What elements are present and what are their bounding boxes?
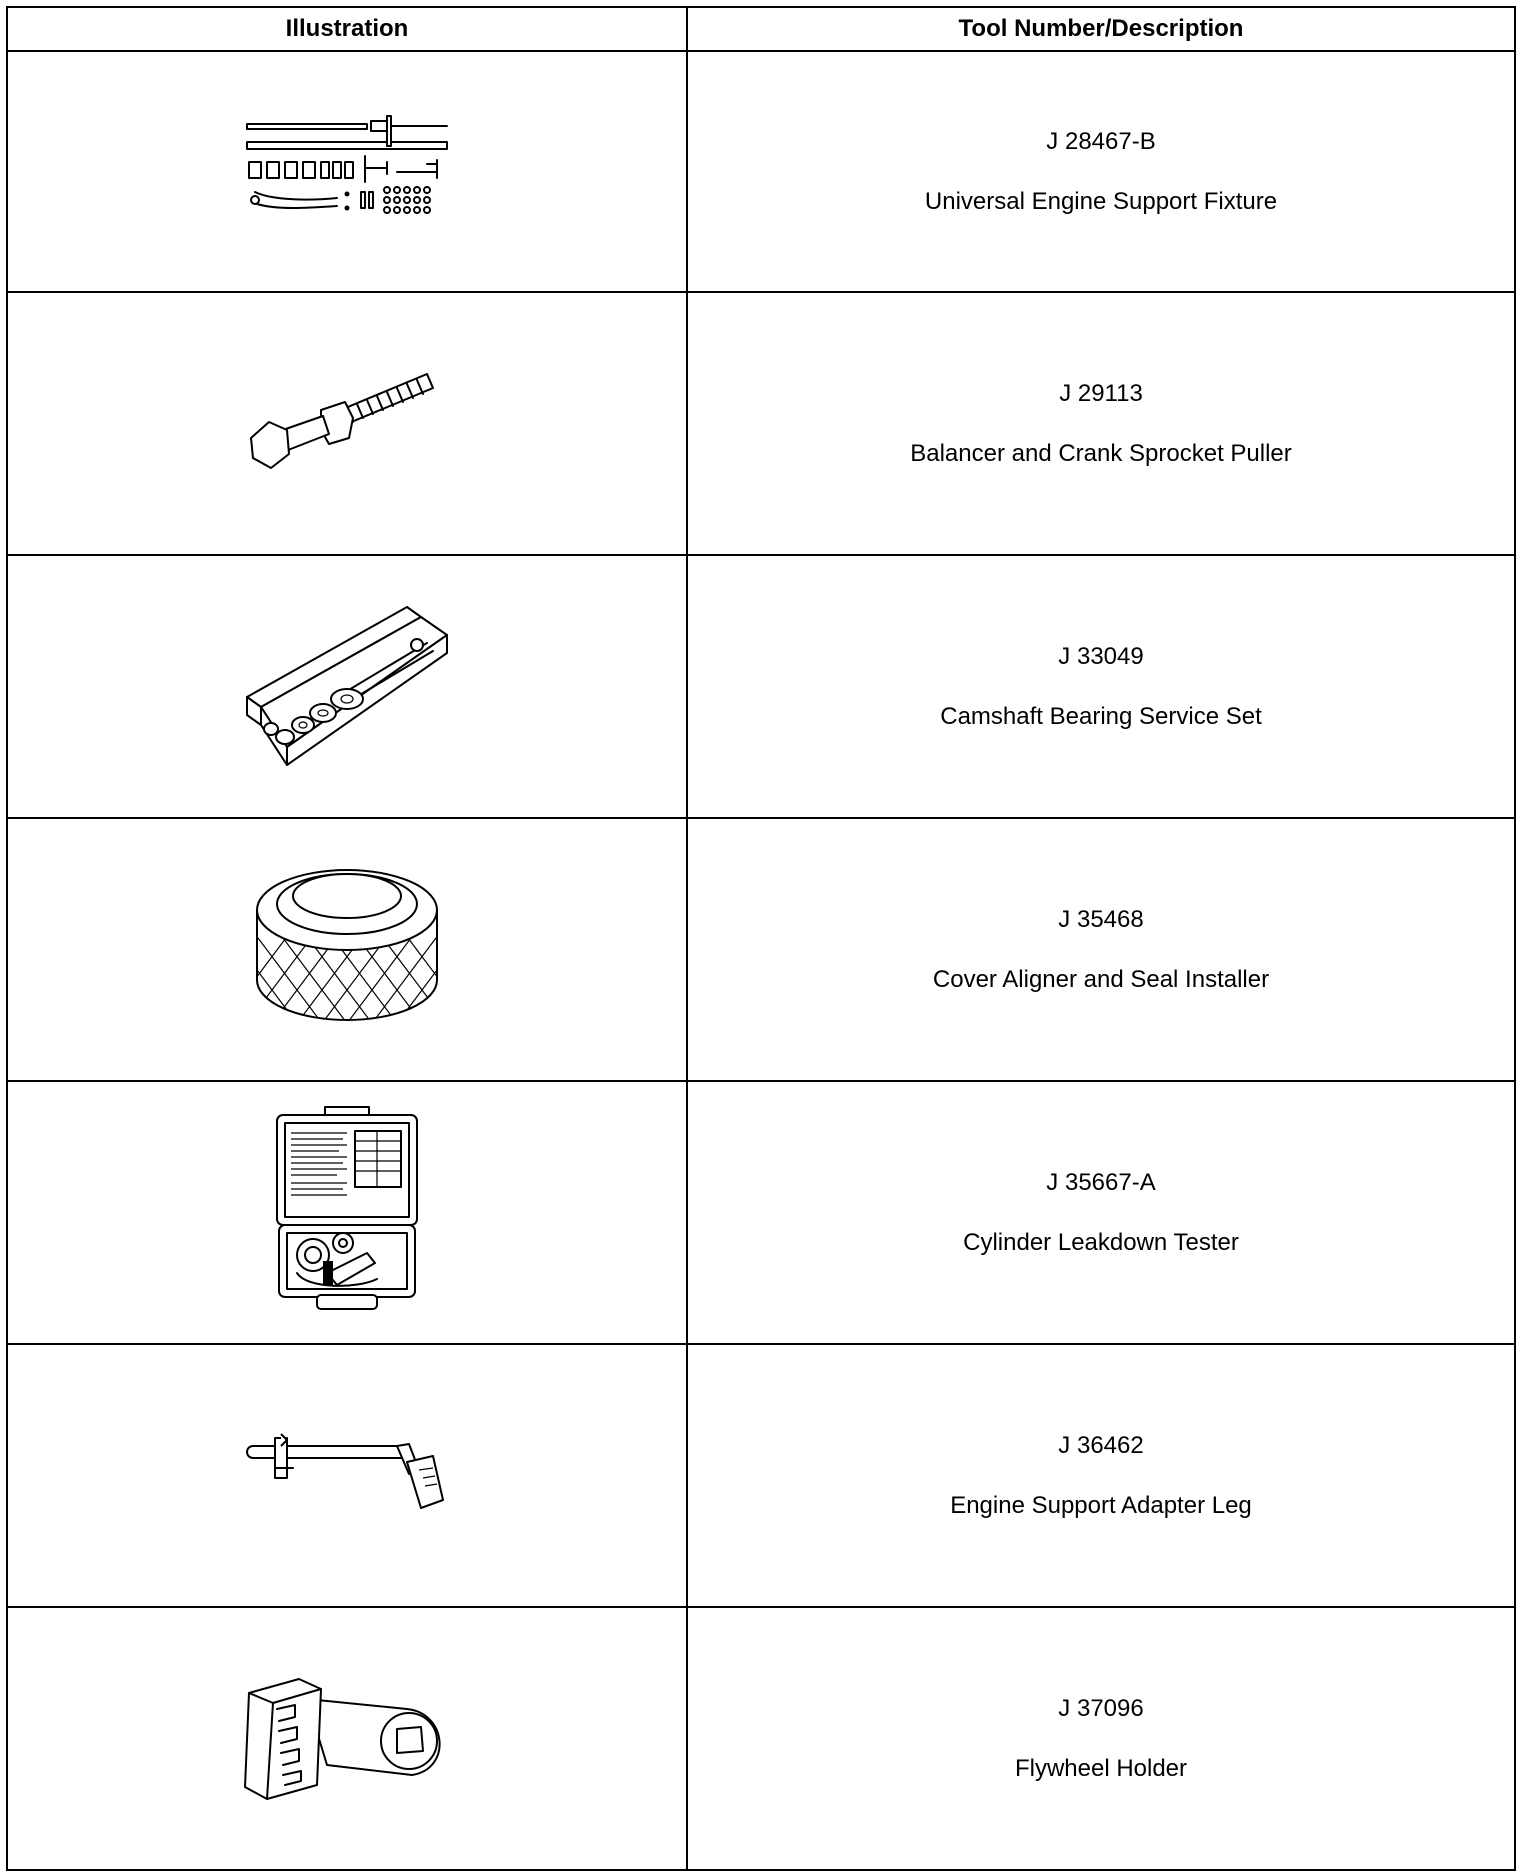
- tool-description: Camshaft Bearing Service Set: [940, 702, 1262, 730]
- tool-number: J 37096: [1058, 1694, 1144, 1722]
- tool-description-cell: [687, 1344, 1515, 1607]
- special-tools-table: [6, 6, 1516, 1871]
- leakdown-tester-case-icon: [267, 1103, 427, 1323]
- tool-description-cell: [687, 1081, 1515, 1344]
- table-row: [7, 51, 1515, 292]
- flywheel-holder-icon: [237, 1669, 457, 1809]
- tool-number: J 36462: [1058, 1431, 1144, 1459]
- tool-description-cell: [687, 1607, 1515, 1870]
- table-row: [7, 1344, 1515, 1607]
- tool-description-cell: [687, 555, 1515, 818]
- tool-number: J 33049: [1058, 642, 1144, 670]
- adapter-leg-icon: [237, 1426, 457, 1526]
- illustration-cell: [7, 292, 687, 555]
- table-row: [7, 555, 1515, 818]
- table-row: [7, 292, 1515, 555]
- seal-installer-icon: [237, 850, 457, 1050]
- tool-number: J 28467-B: [1046, 127, 1156, 155]
- bearing-service-set-case-icon: [237, 587, 457, 787]
- illustration-header: Illustration: [7, 7, 687, 51]
- tool-description: Universal Engine Support Fixture: [924, 187, 1278, 215]
- tool-description: Engine Support Adapter Leg: [950, 1491, 1252, 1519]
- tool-description: Flywheel Holder: [1014, 1754, 1188, 1782]
- illustration-cell: [7, 555, 687, 818]
- engine-support-fixture-icon: [237, 112, 457, 232]
- tool-number: J 29113: [1059, 379, 1143, 407]
- table-row: [7, 818, 1515, 1081]
- tool-description-cell: [687, 818, 1515, 1081]
- table-header-row: [7, 7, 1515, 51]
- tool-description-cell: [687, 292, 1515, 555]
- tool-number: J 35667-A: [1046, 1168, 1156, 1196]
- illustration-cell: [7, 1344, 687, 1607]
- tool-description: Cover Aligner and Seal Installer: [932, 965, 1270, 993]
- table-row: [7, 1081, 1515, 1344]
- illustration-cell: [7, 818, 687, 1081]
- table-row: [7, 1607, 1515, 1870]
- tool-description: Balancer and Crank Sprocket Puller: [910, 439, 1292, 467]
- puller-bolt-icon: [237, 354, 457, 494]
- tool-description-header: Tool Number/Description: [687, 7, 1515, 51]
- illustration-cell: [7, 1607, 687, 1870]
- tool-description: Cylinder Leakdown Tester: [963, 1228, 1239, 1256]
- illustration-cell: [7, 1081, 687, 1344]
- illustration-cell: [7, 51, 687, 292]
- tool-description-cell: [687, 51, 1515, 292]
- tool-number: J 35468: [1058, 905, 1144, 933]
